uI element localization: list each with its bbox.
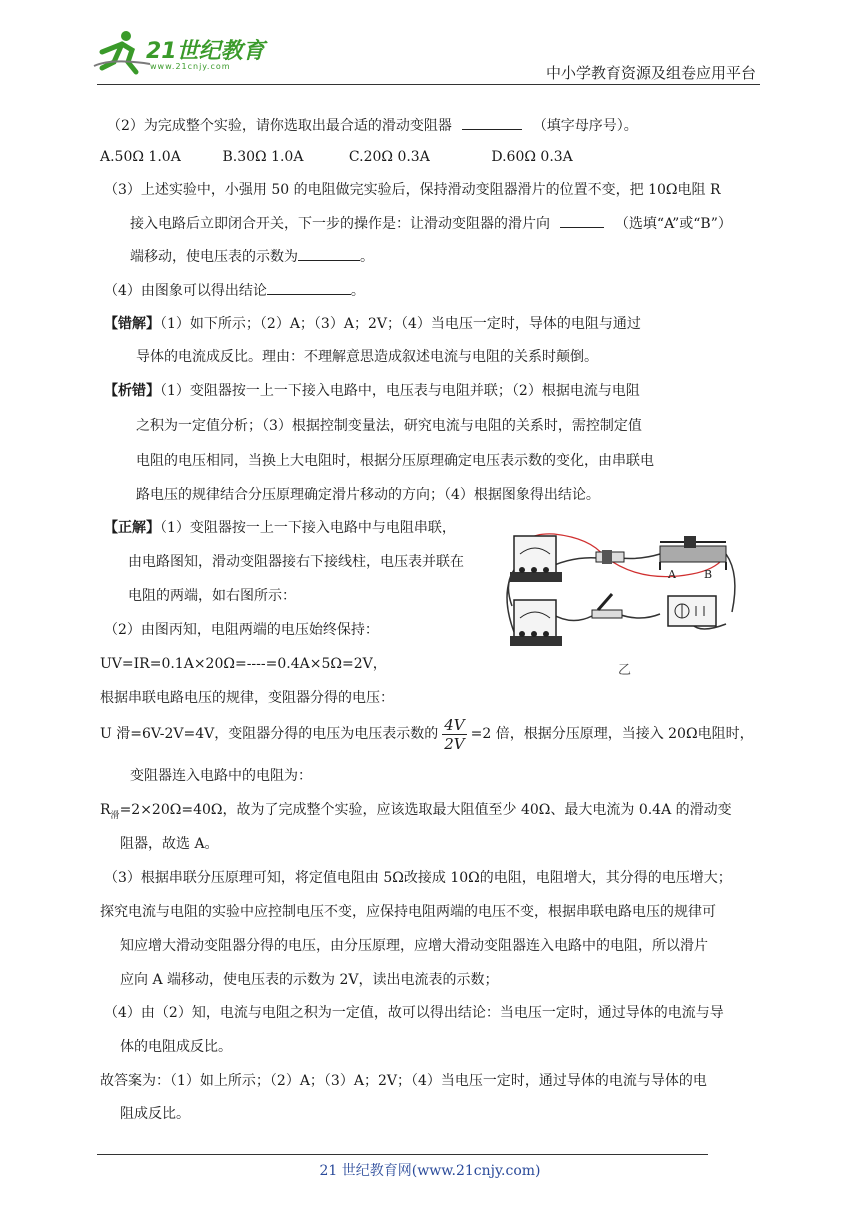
zhengjie-line-16: 体的电阻成反比。 — [120, 1039, 232, 1055]
zhengjie-line-3: 电阻的两端，如右图所示： — [128, 588, 296, 604]
logo-url: www.21cnjy.com — [150, 62, 231, 71]
zhengjie-line-11: （3）根据串联分压原理可知，将定值电阻由 5Ω改接成 10Ω的电阻，电阻增大，其分得的电压增大； — [104, 870, 732, 886]
q3-line-2: 接入电路后立即闭合开关，下一步的操作是：让滑动变阻器的滑片向 （选填“A”或“B”） — [130, 213, 732, 234]
zhengjie-line-7: U 滑=6V-2V=4V，变阻器分得的电压为电压表示数的 $\frac{4V}{2V}$ =2 倍，根据分压原理，当接入 20Ω电阻时， — [100, 715, 754, 753]
q2-option-d: D.60Ω 0.3A — [491, 149, 573, 165]
header — [0, 0, 860, 90]
zhengjie-line-9: $R_滑=2\times 20\Omega=40\Omega$，故为了完成整个实验，应该选取最大阻值至少 40Ω、最大电流为 0.4A 的滑动变 — [100, 802, 732, 821]
xicuo-line-2: 之积为一定值分析；（3）根据控制变量法，研究电流与电阻的关系时，需控制定值 — [136, 418, 642, 434]
zhengjie-label: 【正解】 — [104, 520, 160, 536]
cuojie-line-2: 导体的电流成反比。理由：不理解意思造成叙述电流与电阻的关系时颠倒。 — [136, 349, 598, 365]
ammeter-icon — [510, 600, 562, 646]
zhengjie-line-1: 【正解】（1）变阻器按一上一下接入电路中与电阻串联， — [104, 520, 456, 536]
rheostat-label-b: B — [704, 568, 713, 581]
xicuo-line-1: 【析错】（1）变阻器按一上一下接入电路中，电压表与电阻并联；（2）根据电流与电阻 — [104, 383, 640, 399]
xicuo-line-4: 路电压的规律结合分压原理确定滑片移动的方向；（4）根据图象得出结论。 — [136, 487, 600, 503]
footer-rule — [97, 1154, 708, 1155]
q3-direction-blank — [560, 213, 604, 228]
header-right-text: 中小学教育资源及组卷应用平台 — [545, 64, 756, 82]
switch-icon — [592, 594, 622, 618]
xicuo-line-3: 电阻的电压相同，当换上大电阻时，根据分压原理确定电压表示数的变化，由串联电 — [136, 453, 654, 469]
zhengjie-line-17: 故答案为：（1）如上所示；（2）A；（3）A；2V；（4）当电压一定时，通过导体的电流与导体的电 — [100, 1073, 707, 1089]
voltage-ratio-fraction: $\frac{4V}{2V}$ — [444, 715, 465, 753]
zhengjie-line-14: 应向 A 端移动，使电压表的示数为 2V，读出电流表的示数； — [120, 972, 499, 988]
q2-line: （2）为完成整个实验，请你选取出最合适的滑动变阻器 （填字母序号）。 — [107, 115, 638, 136]
q2-option-b: B.30Ω 1.0A — [222, 149, 304, 165]
voltmeter-icon — [510, 536, 562, 582]
zhengjie-line-8: 变阻器连入电路中的电阻为： — [130, 768, 312, 784]
cuojie-label: 【错解】 — [104, 316, 160, 332]
xicuo-label: 【析错】 — [104, 383, 160, 399]
footer-text: 21 世纪教育网(www.21cnjy.com) — [319, 1163, 541, 1179]
q2-option-c: C.20Ω 0.3A — [348, 149, 430, 165]
q3-line-3: 端移动，使电压表的示数为 。 — [130, 246, 374, 267]
zhengjie-line-2: 由电路图知，滑动变阻器接右下接线柱，电压表并联在 — [128, 554, 464, 570]
header-rule — [97, 84, 760, 85]
zhengjie-line-10: 阻器，故选 A。 — [120, 836, 219, 852]
runner-logo-icon — [92, 28, 152, 76]
zhengjie-line-6: 根据串联电路电压的规律，变阻器分得的电压： — [100, 690, 394, 706]
q2-option-a: A.50Ω 1.0A — [100, 149, 181, 165]
q2-answer-blank — [462, 115, 522, 130]
power-supply-icon — [668, 596, 716, 626]
q3-line-1: （3）上述实验中，小强用 50 的电阻做完实验后，保持滑动变阻器滑片的位置不变，把 10Ω电阻 R — [104, 182, 721, 198]
cuojie-line-1: 【错解】（1）如下所示；（2）A；（3）A；2V；（4）当电压一定时，导体的电阻与通过 — [104, 316, 641, 332]
circuit-diagram — [500, 514, 744, 682]
zhengjie-line-15: （4）由（2）知，电流与电阻之积为一定值，故可以得出结论：当电压一定时，通过导体的电流与导 — [104, 1005, 724, 1021]
zhengjie-line-4: （2）由图丙知，电阻两端的电压始终保持： — [104, 622, 379, 638]
zhengjie-line-13: 知应增大滑动变阻器分得的电压，由分压原理，应增大滑动变阻器连入电路中的电阻，所以滑片 — [120, 938, 708, 954]
zhengjie-line-5: UV=IR=0.1A×20Ω=----=0.4A×5Ω=2V， — [100, 656, 387, 672]
logo — [92, 28, 272, 78]
q2-options — [100, 147, 573, 167]
rheostat-label-a: A — [668, 568, 676, 581]
figure-caption: 乙 — [618, 663, 632, 678]
zhengjie-line-12: 探究电流与电阻的实验中应控制电压不变，应保持电阻两端的电压不变，根据串联电路电压的规律可 — [100, 904, 716, 920]
logo-text: 21世纪教育 — [146, 39, 265, 64]
q3-voltage-blank — [298, 246, 360, 261]
zhengjie-line-18: 阻成反比。 — [120, 1106, 190, 1122]
q4-conclusion-blank — [267, 280, 351, 295]
q4-line: （4）由图象可以得出结论 。 — [104, 280, 365, 301]
resistor-icon — [596, 550, 624, 564]
circuit-figure — [500, 514, 744, 682]
